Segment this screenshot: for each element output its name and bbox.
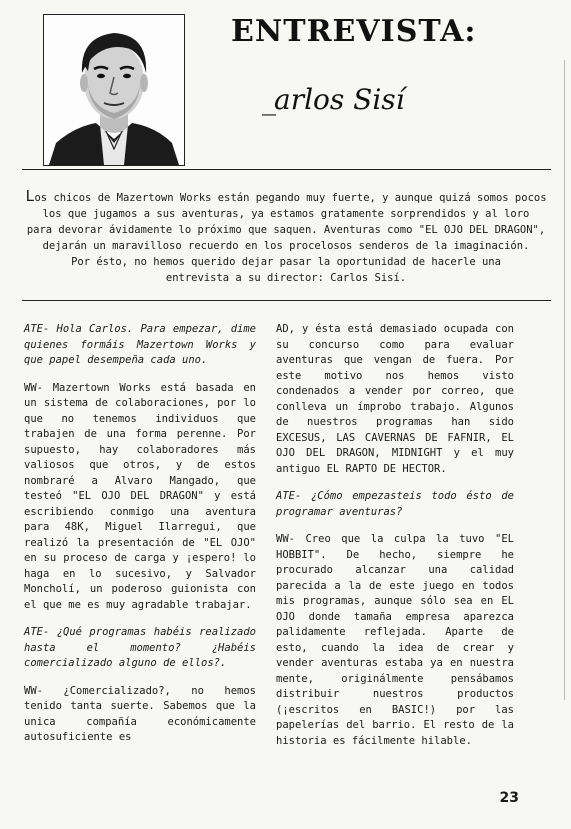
intro-paragraph — [22, 188, 550, 286]
left-column — [24, 322, 256, 758]
intro-dropcap: L — [25, 187, 35, 205]
right-column — [276, 322, 514, 761]
portrait-photo-icon — [44, 15, 184, 165]
intro-line-2: los que jugamos a sus aventuras, ya estamos gratamente sorprendidos y al loro — [42, 208, 530, 220]
intro-line-3: para devorar ávidamente lo próximo que saquen. Aventuras como "EL OJO DEL DRAGON", — [26, 224, 546, 236]
scan-edge-mark — [564, 60, 565, 700]
page-number: 23 — [499, 790, 519, 806]
subtitle-dash: _ — [262, 83, 274, 116]
question-2: ATE- ¿Qué programas habéis realizado hasta el momento? ¿Habéis comercializado alguno de ellos?. — [24, 626, 256, 669]
intro-line-6: entrevista a su director: Carlos Sisí. — [165, 272, 407, 284]
divider-middle — [22, 300, 551, 301]
answer-2-start: WW- ¿Comercializado?, no hemos tenido tanta suerte. Sabemos que la unica compañía económicamente autosuficiente es — [24, 684, 256, 743]
page-title: ENTREVISTA: — [231, 14, 477, 49]
intro-line-4: dejarán un maravilloso recuerdo en los procelosos senderos de la imaginación. — [42, 240, 530, 252]
answer-3: WW- Creo que la culpa la tuvo "EL HOBBIT". De hecho, siempre he procurado alcanzar una calidad parecida a la de este juego en todos mis programas, aunque sólo sea en EL OJO donde tamaña empresa aparezca palidamente reflejada. Aparte de esto, cuando la idea de crear y vender aventuras estaba ya en nuestra mente, originálmente pensábamos distribuir nuestros productos (¡escritos en BASIC!) por las papelerías del barrio. El resto de la historia es fácilmente hilable. — [276, 533, 514, 747]
question-1: ATE- Hola Carlos. Para empezar, dime quienes formáis Mazertown Works y que papel desempeña cada uno. — [24, 323, 256, 366]
divider-top — [22, 169, 551, 170]
portrait-photo — [43, 14, 185, 166]
interviewee-name — [262, 83, 405, 116]
intro-line-1 — [22, 188, 550, 206]
question-3: ATE- ¿Cómo empezasteis todo ésto de programar aventuras? — [276, 490, 514, 518]
answer-1: WW- Mazertown Works está basada en un sistema de colaboraciones, por lo que no tenemos individuos que trabajen de una forma perenne. Por supuesto, hay colaboradores más valiosos que otros, y de estos nombraré a Alvaro Mangado, que testeó "EL OJO DEL DRAGON" y está escribiendo conmigo una aventura para 48K, Miguel Ilarregui, que realizó la presentación de "EL OJO" en su proceso de carga y ¡espero! lo haga en lo sucesivo, y Salvador Moncholí, un poderoso guionista con el que me es muy agradable trabajar. — [24, 381, 256, 611]
intro-line-1-text: os chicos de Mazertown Works están pegando muy fuerte, y aunque quizá somos pocos — [34, 192, 547, 204]
answer-2-continued: AD, y ésta está demasiado ocupada con su concurso como para evaluar aventuras que vengan de fuera. Por este motivo nos hemos visto condenados a vender por correo, que conlleva un ímprobo trabajo. Algunos de nuestros programas han sido EXCESUS, LAS CAVERNAS DE FAFNIR, EL OJO DEL DRAGON, MIDNIGHT y el muy antiguo EL RAPTO DE HECTOR. — [276, 323, 514, 475]
subtitle-name: arlos Sisí — [274, 83, 405, 116]
intro-line-5: Por ésto, no hemos querido dejar pasar la oportunidad de hacerle una — [71, 256, 501, 268]
